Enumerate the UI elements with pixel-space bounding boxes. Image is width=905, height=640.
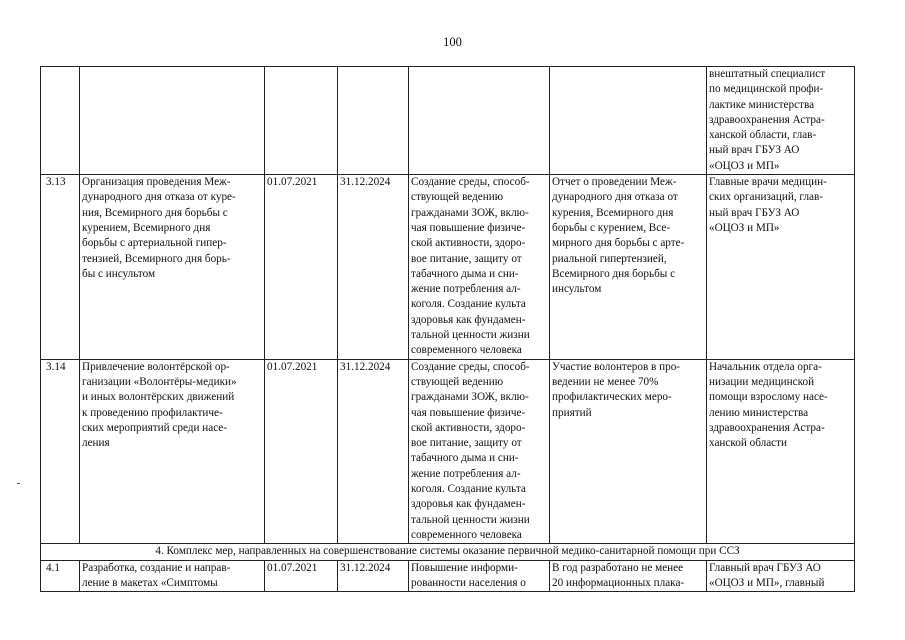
responsible-cell: внештатный специалист по медицинской профи- лактике министерства здравоохранения Астра- ханской области, глав- ный врач ГБУЗ АО «ОЦОЗ и МП» [707, 67, 855, 175]
result-cell: Повышение информи- рованности населения о [409, 560, 550, 592]
responsible-cell: Главный врач ГБУЗ АО «ОЦОЗ и МП», главный [707, 560, 855, 592]
row-number-cell: 4.1 [41, 560, 80, 592]
table-row [41, 560, 855, 592]
result-cell: Создание среды, способ- ствующей ведению гражданами ЗОЖ, вклю- чая повышение физиче- ской активности, здоро- вое питание, защиту от табачного дыма и сни- жение потребления ал- коголя. Создание культа здоровья как фундамен- тальной ценности жизни современного человека [409, 175, 550, 360]
activity-cell: Привлечение волонтёрской ор- ганизации «Волонтёры-медики» и иных волонтёрских движений к проведению профилактиче- ских мероприятий среди насе- ления [80, 359, 265, 544]
row-number-cell: 3.13 [41, 175, 80, 360]
section-row [41, 544, 855, 560]
section-heading: 4. Комплекс мер, направленных на совершенствование системы оказание первичной медико-санитарной помощи при ССЗ [41, 544, 855, 560]
row-number-cell [41, 67, 80, 175]
row-number-cell: 3.14 [41, 359, 80, 544]
table-row [41, 175, 855, 360]
indicator-cell: Отчет о проведении Меж- дународного дня отказа от курения, Всемирного дня борьбы с курением, Все- мирного дня борьбы с арте- риальной гипертензией, Всемирного дня борьбы с инсультом [550, 175, 707, 360]
activity-cell [80, 67, 265, 175]
start-date-cell [265, 67, 338, 175]
responsible-cell: Начальник отдела орга- низации медицинской помощи взрослому насе- лению министерства здравоохранения Астра- ханской области [707, 359, 855, 544]
end-date-cell: 31.12.2024 [338, 560, 409, 592]
page-number: 100 [443, 35, 462, 49]
result-cell: Создание среды, способ- ствующей ведению гражданами ЗОЖ, вклю- чая повышение физиче- ской активности, здоро- вое питание, защиту от табачного дыма и сни- жение потребления ал- коголя. Создание культа здоровья как фундамен- тальной ценности жизни современного человека [409, 359, 550, 544]
indicator-cell: Участие волонтеров в про- ведении не менее 70% профилактических меро- приятий [550, 359, 707, 544]
end-date-cell: 31.12.2024 [338, 359, 409, 544]
end-date-cell [338, 67, 409, 175]
indicator-cell [550, 67, 707, 175]
start-date-cell: 01.07.2021 [265, 175, 338, 360]
end-date-cell: 31.12.2024 [338, 175, 409, 360]
start-date-cell: 01.07.2021 [265, 560, 338, 592]
activity-table [40, 66, 855, 592]
indicator-cell: В год разработано не менее 20 информационных плака- [550, 560, 707, 592]
result-cell [409, 67, 550, 175]
activity-cell: Разработка, создание и направ- ление в макетах «Симптомы [80, 560, 265, 592]
table-row [41, 359, 855, 544]
responsible-cell: Главные врачи медицин- ских организаций, глав- ный врач ГБУЗ АО «ОЦОЗ и МП» [707, 175, 855, 360]
scan-artifact [17, 483, 20, 484]
start-date-cell: 01.07.2021 [265, 359, 338, 544]
table-row [41, 67, 855, 175]
activity-cell: Организация проведения Меж- дународного дня отказа от куре- ния, Всемирного дня борьбы с курением, Всемирного дня борьбы с артериальной гипер- тензией, Всемирного дня борь- бы с инсультом [80, 175, 265, 360]
